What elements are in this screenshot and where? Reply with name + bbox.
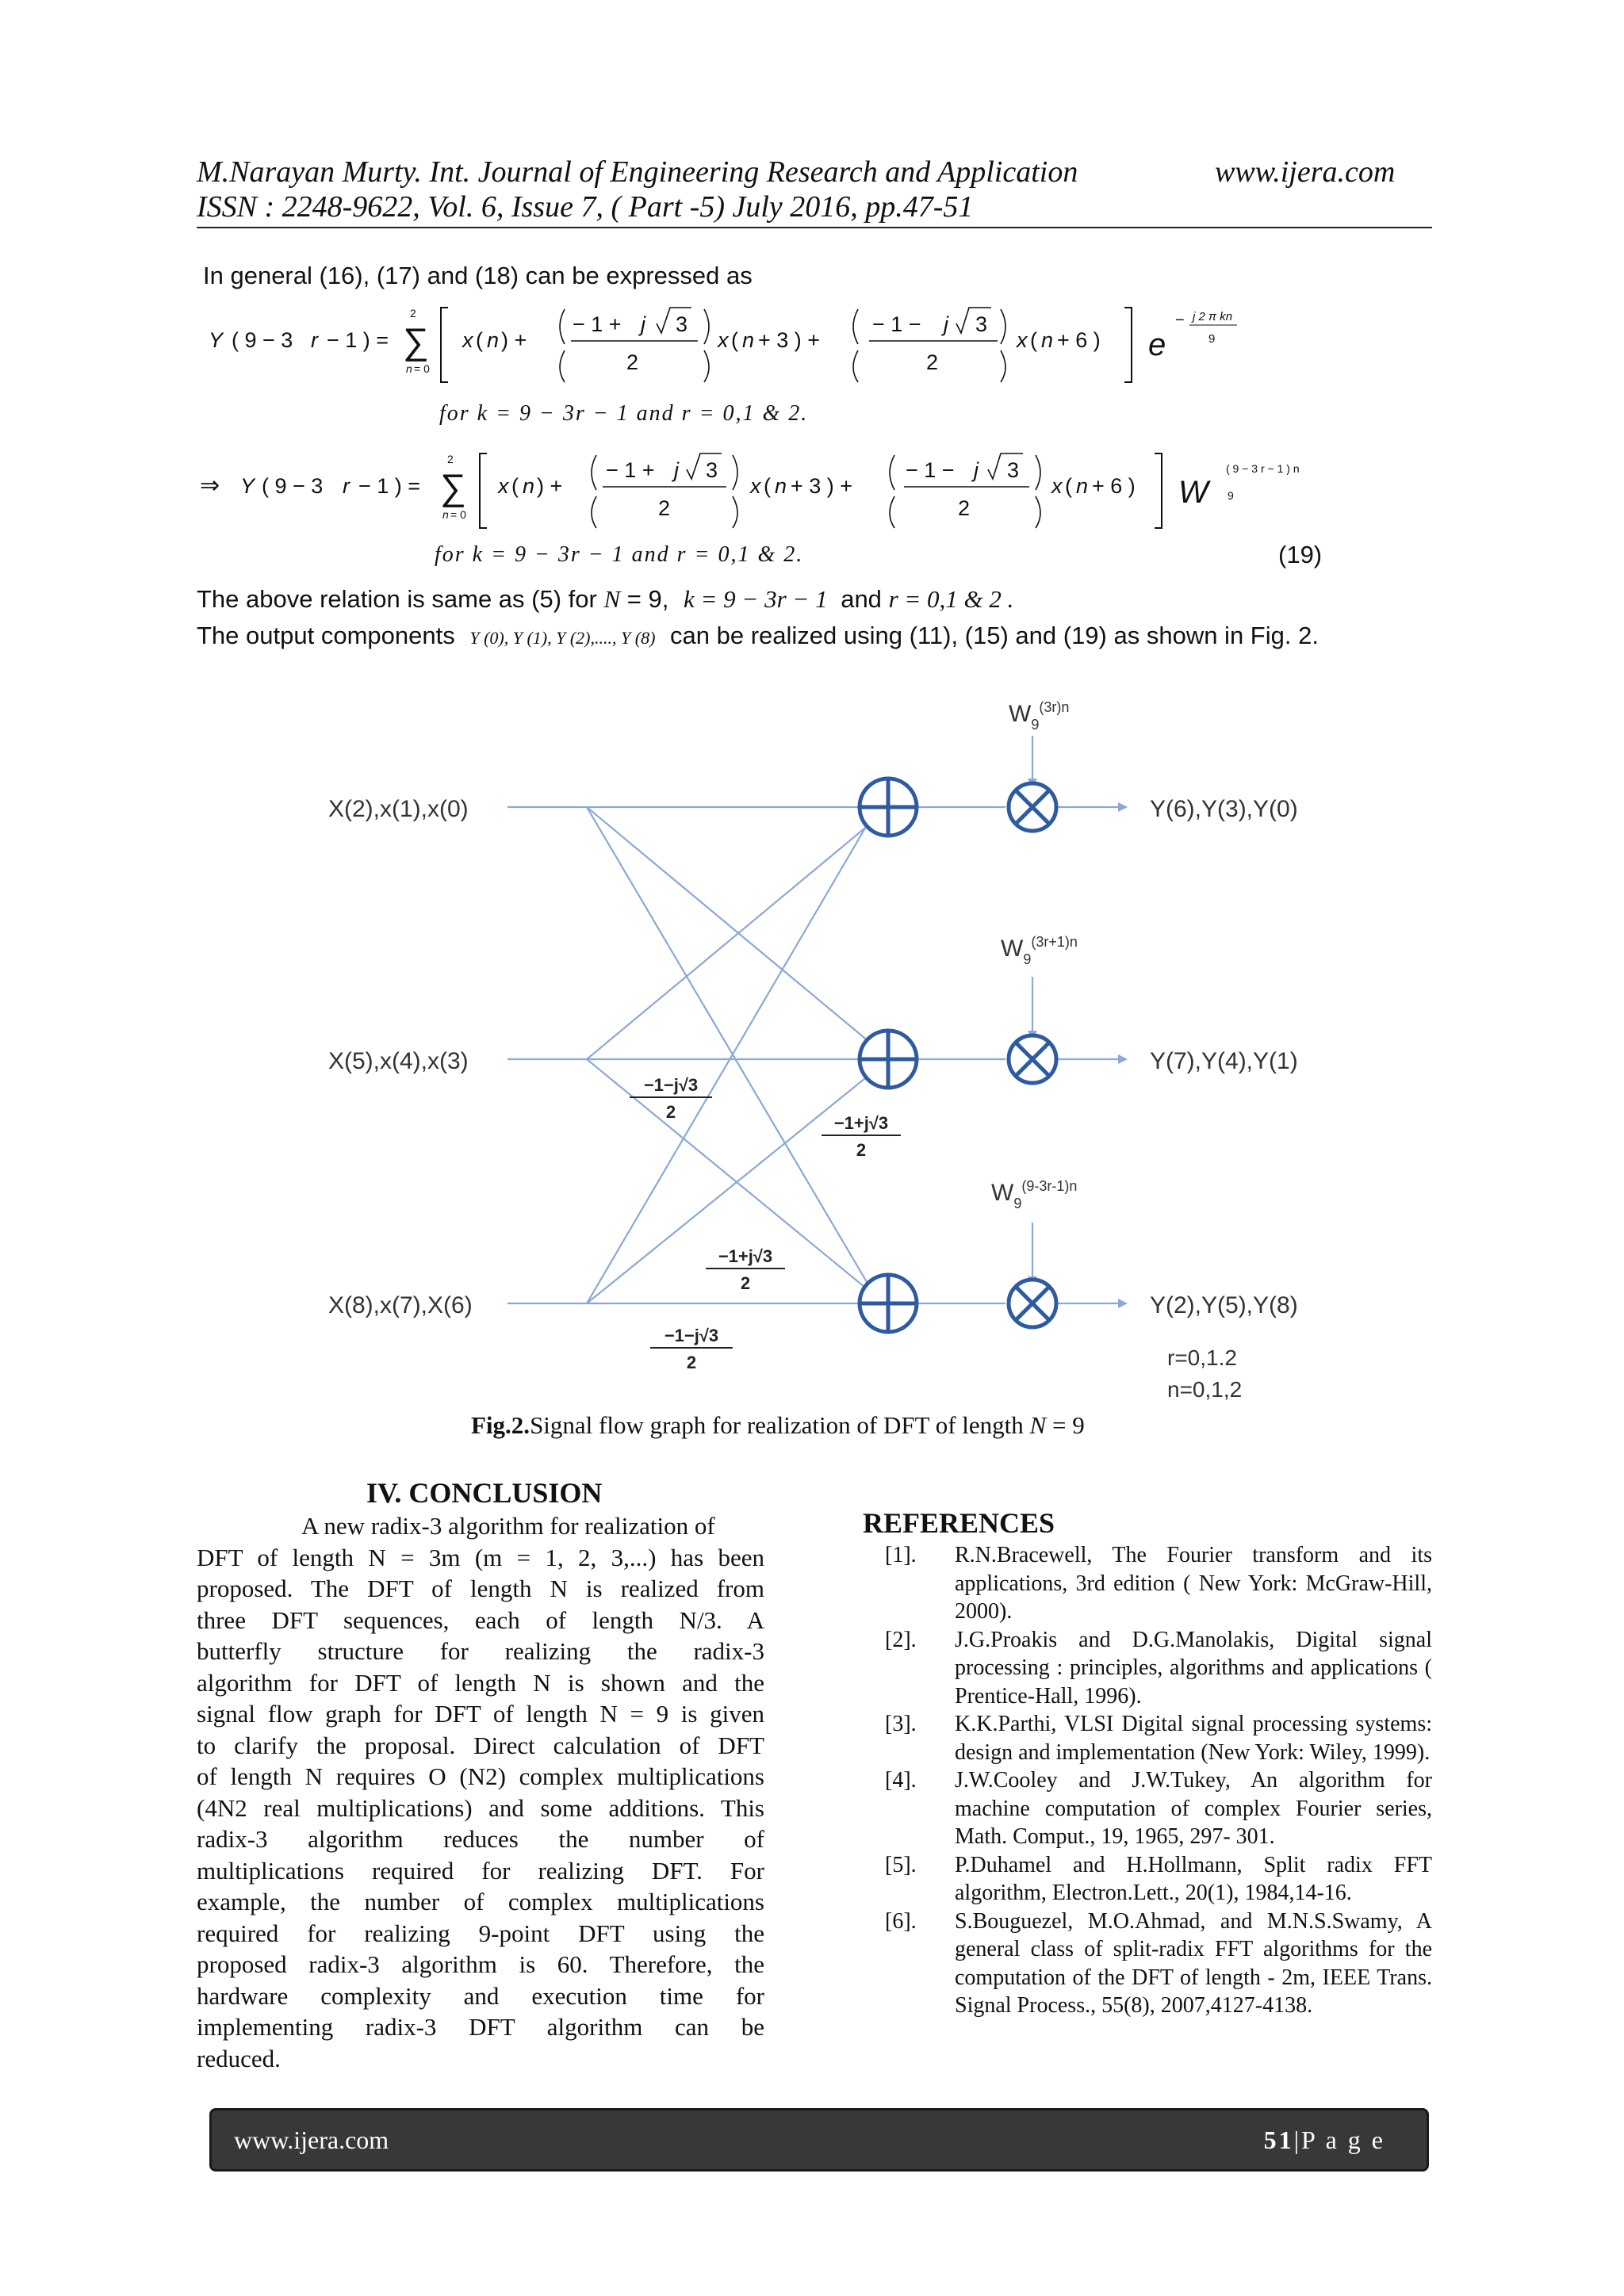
equation-number: (19) (1278, 541, 1323, 568)
twiddle-label-1: $W_9^{(3r)n}$ (1009, 699, 1070, 733)
svg-text:−1+j√3: −1+j√3 (833, 1113, 889, 1133)
svg-text:+ 3 ) +: + 3 ) + (791, 474, 853, 498)
svg-text:− 1 +: − 1 + (606, 458, 655, 482)
svg-text:− 1 −: − 1 − (906, 458, 955, 482)
svg-text:∑: ∑ (440, 466, 466, 507)
output-label-2: Y(7),Y(4),Y(1) (1150, 1048, 1298, 1074)
svg-text:−1+j√3: −1+j√3 (718, 1246, 773, 1266)
svg-text:(: ( (1030, 328, 1037, 352)
svg-text:3: 3 (706, 458, 718, 482)
journal-website[interactable]: www.ijera.com (1215, 155, 1396, 189)
figure-caption: Fig.2.Signal flow graph for realization of DFT of length N = 9 (471, 1411, 1085, 1439)
conclusion-line: DFT of length N = 3m (m = 1, 2, 3,...) has been (197, 1543, 764, 1571)
conclusion-line: signal flow graph for DFT of length N = 9 is given (197, 1700, 764, 1728)
svg-text:n: n (1076, 474, 1089, 498)
svg-text:x: x (462, 328, 473, 352)
svg-text:W: W (1178, 475, 1208, 510)
twiddle-label-3: $W_9^{(9-3r-1)n}$ (991, 1178, 1078, 1211)
adder-node-1 (860, 779, 917, 836)
multiplier-node-1 (1009, 783, 1056, 831)
svg-text:n: n (775, 474, 787, 498)
paragraph-line-1: The above relation is same as (5) for N = 9, k = 9 − 3r − 1 and r = 0,1 & 2 . (197, 585, 1014, 613)
svg-text:2: 2 (665, 1102, 676, 1122)
svg-text:n: n (1041, 328, 1054, 352)
journal-title: M.Narayan Murty. Int. Journal of Engineering Research and Application (197, 155, 1078, 189)
svg-text:∑: ∑ (403, 320, 429, 362)
conclusion-line: hardware complexity and execution time for (197, 1981, 764, 2010)
svg-text:2: 2 (958, 496, 971, 520)
svg-text:e: e (1148, 327, 1166, 362)
svg-text:j: j (974, 458, 979, 482)
svg-text:x: x (498, 474, 509, 498)
input-label-3: X(8),x(7),X(6) (328, 1292, 473, 1318)
svg-text:( 9 − 3: ( 9 − 3 (262, 474, 324, 498)
signal-flow-graph (0, 690, 1624, 1419)
footer-website[interactable]: www.ijera.com (234, 2126, 389, 2154)
reference-item: [5]. P.Duhamel and H.Hollmann, Split radix FFT algorithm, Electron.Lett., 20(1), 1984,14-16. (885, 1852, 1432, 1905)
reference-item: [2]. J.G.Proakis and D.G.Manolakis, Digital signal processing : principles, algorithms and applications ( Prentice-Hall, 1996). (885, 1627, 1432, 1709)
reference-item: [3]. K.K.Parthi, VLSI Digital signal processing systems: design and implementation (New York: Wiley, 1999). (885, 1712, 1432, 1765)
svg-text:n: n (742, 328, 755, 352)
svg-text:j: j (674, 458, 679, 482)
svg-text:− 1 ) =: − 1 ) = (358, 474, 421, 498)
coefficient-label-4 (650, 1326, 733, 1372)
svg-text:(: ( (476, 328, 483, 352)
journal-issn: ISSN : 2248-9622, Vol. 6, Issue 7, ( Part -5) July 2016, pp.47-51 (197, 190, 974, 224)
conclusion-line: of length N requires O (N2) complex multiplications (197, 1762, 764, 1790)
svg-text:) +: ) + (537, 474, 563, 498)
conclusion-line: to clarify the proposal. Direct calculation of DFT (197, 1731, 764, 1759)
svg-text:(: ( (731, 328, 738, 352)
twiddle-label-2: $W_9^{(3r+1)n}$ (1001, 934, 1078, 967)
svg-text:= 0: = 0 (450, 508, 466, 521)
conclusion-line: butterfly structure for realizing the radix-3 (197, 1637, 764, 1665)
coefficient-label-2 (822, 1113, 901, 1160)
svg-text:( 9 − 3: ( 9 − 3 (232, 328, 293, 352)
svg-text:−1−j√3: −1−j√3 (643, 1075, 699, 1095)
svg-text:+ 6 ): + 6 ) (1057, 328, 1101, 352)
conclusion-line: (4N2 real multiplications) and some additions. This (197, 1793, 764, 1822)
svg-text:3: 3 (1007, 458, 1020, 482)
references-list (880, 1541, 1432, 2020)
arrowhead (1118, 1299, 1128, 1308)
svg-text:−: − (1175, 312, 1185, 329)
adder-node-3 (860, 1275, 917, 1332)
coefficient-label-3 (706, 1246, 785, 1293)
svg-text:2: 2 (856, 1140, 867, 1160)
conclusion-line: implementing radix-3 DFT algorithm can be (197, 2013, 764, 2041)
page-footer (209, 2108, 1429, 2172)
svg-text:2: 2 (447, 453, 454, 465)
output-label-1: Y(6),Y(3),Y(0) (1150, 796, 1298, 822)
svg-text:2: 2 (926, 350, 939, 374)
svg-text:x: x (718, 328, 729, 352)
arrowhead (1118, 1054, 1128, 1064)
svg-text:3: 3 (676, 312, 688, 336)
svg-text:3: 3 (975, 312, 988, 336)
svg-text:⇒: ⇒ (200, 473, 220, 499)
equation-1-condition: for k = 9 − 3r − 1 and r = 0,1 & 2. (439, 401, 809, 426)
conclusion-line: algorithm for DFT of length N is shown and the (197, 1668, 764, 1697)
intro-text: In general (16), (17) and (18) can be expressed as (203, 262, 753, 289)
conclusion-body (197, 1510, 764, 2074)
svg-text:2: 2 (410, 307, 416, 320)
svg-text:2: 2 (658, 496, 671, 520)
reference-item: [6]. S.Bouguezel, M.O.Ahmad, and M.N.S.Swamy, A general class of split-radix FFT algorithms for the computation of the DFT of length - 2m, IEEE Trans. Signal Process., 55(8), 2007,4127-4138. (885, 1908, 1432, 2018)
conclusion-line: three DFT sequences, each of length N/3. A (197, 1605, 764, 1634)
header-rule (197, 227, 1432, 228)
svg-text:x: x (1051, 474, 1063, 498)
multiplier-node-2 (1009, 1035, 1056, 1083)
svg-text:2: 2 (626, 350, 639, 374)
svg-text:− 1 −: − 1 − (872, 312, 921, 336)
conclusion-heading: IV. CONCLUSION (366, 1477, 603, 1509)
svg-text:n: n (487, 328, 500, 352)
svg-text:( 9 − 3 r − 1 ) n: ( 9 − 3 r − 1 ) n (1226, 462, 1300, 475)
adder-node-2 (860, 1031, 917, 1088)
footer-page-number: 51|P a g e (1263, 2126, 1385, 2154)
svg-text:n: n (442, 508, 449, 521)
svg-text:) +: ) + (501, 328, 527, 352)
svg-text:− 1 ) =: − 1 ) = (327, 328, 389, 352)
paragraph-line-2: The output components Y (0), Y (1), Y (2),...., Y (8) can be realized using (11), (15) and (19) as shown in Fig. 2. (197, 622, 1319, 649)
multiplier-node-3 (1009, 1280, 1056, 1327)
svg-text:r: r (343, 474, 350, 498)
n-range-note: n=0,1,2 (1167, 1377, 1243, 1402)
svg-text:j 2 π kn: j 2 π kn (1193, 310, 1233, 323)
svg-text:= 0: = 0 (414, 362, 430, 375)
input-label-1: X(2),x(1),x(0) (328, 796, 469, 822)
svg-text:+ 3 ) +: + 3 ) + (758, 328, 821, 352)
svg-text:x: x (1017, 328, 1028, 352)
conclusion-line: proposed radix-3 algorithm is 60. Therefore, the (197, 1950, 764, 1978)
svg-text:9: 9 (1228, 489, 1234, 502)
r-range-note: r=0,1.2 (1167, 1345, 1237, 1370)
equations (0, 293, 1624, 563)
svg-text:x: x (750, 474, 761, 498)
svg-text:−1−j√3: −1−j√3 (664, 1326, 719, 1345)
svg-text:n: n (406, 362, 412, 375)
svg-text:r: r (311, 328, 318, 352)
arrowhead (1118, 802, 1128, 812)
conclusion-line: radix-3 algorithm reduces the number of (197, 1825, 764, 1853)
svg-text:− 1 +: − 1 + (573, 312, 622, 336)
conclusion-line: required for realizing 9-point DFT using the (197, 1919, 764, 1947)
coefficient-label-1 (630, 1075, 712, 1122)
svg-text:Y: Y (209, 328, 224, 352)
conclusion-line: reduced. (197, 2044, 281, 2072)
svg-text:+ 6 ): + 6 ) (1092, 474, 1136, 498)
svg-text:j: j (944, 312, 948, 336)
svg-text:(: ( (764, 474, 771, 498)
svg-text:Y: Y (240, 474, 255, 498)
svg-text:(: ( (1065, 474, 1072, 498)
svg-text:2: 2 (740, 1273, 751, 1293)
input-label-2: X(5),x(4),x(3) (328, 1048, 469, 1074)
svg-text:2: 2 (686, 1353, 697, 1372)
reference-item: [4]. J.W.Cooley and J.W.Tukey, An algorithm for machine computation of complex Fourier series, Math. Comput., 19, 1965, 297- 301. (885, 1768, 1432, 1849)
equation-2-condition: for k = 9 − 3r − 1 and r = 0,1 & 2. (435, 542, 804, 567)
references-heading: REFERENCES (863, 1507, 1055, 1539)
svg-text:j: j (641, 312, 645, 336)
output-label-3: Y(2),Y(5),Y(8) (1150, 1292, 1298, 1318)
reference-item: [1]. R.N.Bracewell, The Fourier transform and its applications, 3rd edition ( New York: McGraw-Hill, 2000). (885, 1543, 1432, 1624)
svg-text:9: 9 (1208, 332, 1216, 346)
conclusion-line: proposed. The DFT of length N is realized from (197, 1575, 764, 1602)
conclusion-line: example, the number of complex multiplications (197, 1888, 764, 1915)
conclusion-line: multiplications required for realizing DFT. For (197, 1856, 764, 1885)
conclusion-line: A new radix-3 algorithm for realization of (301, 1512, 715, 1540)
svg-text:n: n (523, 474, 535, 498)
svg-text:(: ( (511, 474, 519, 498)
